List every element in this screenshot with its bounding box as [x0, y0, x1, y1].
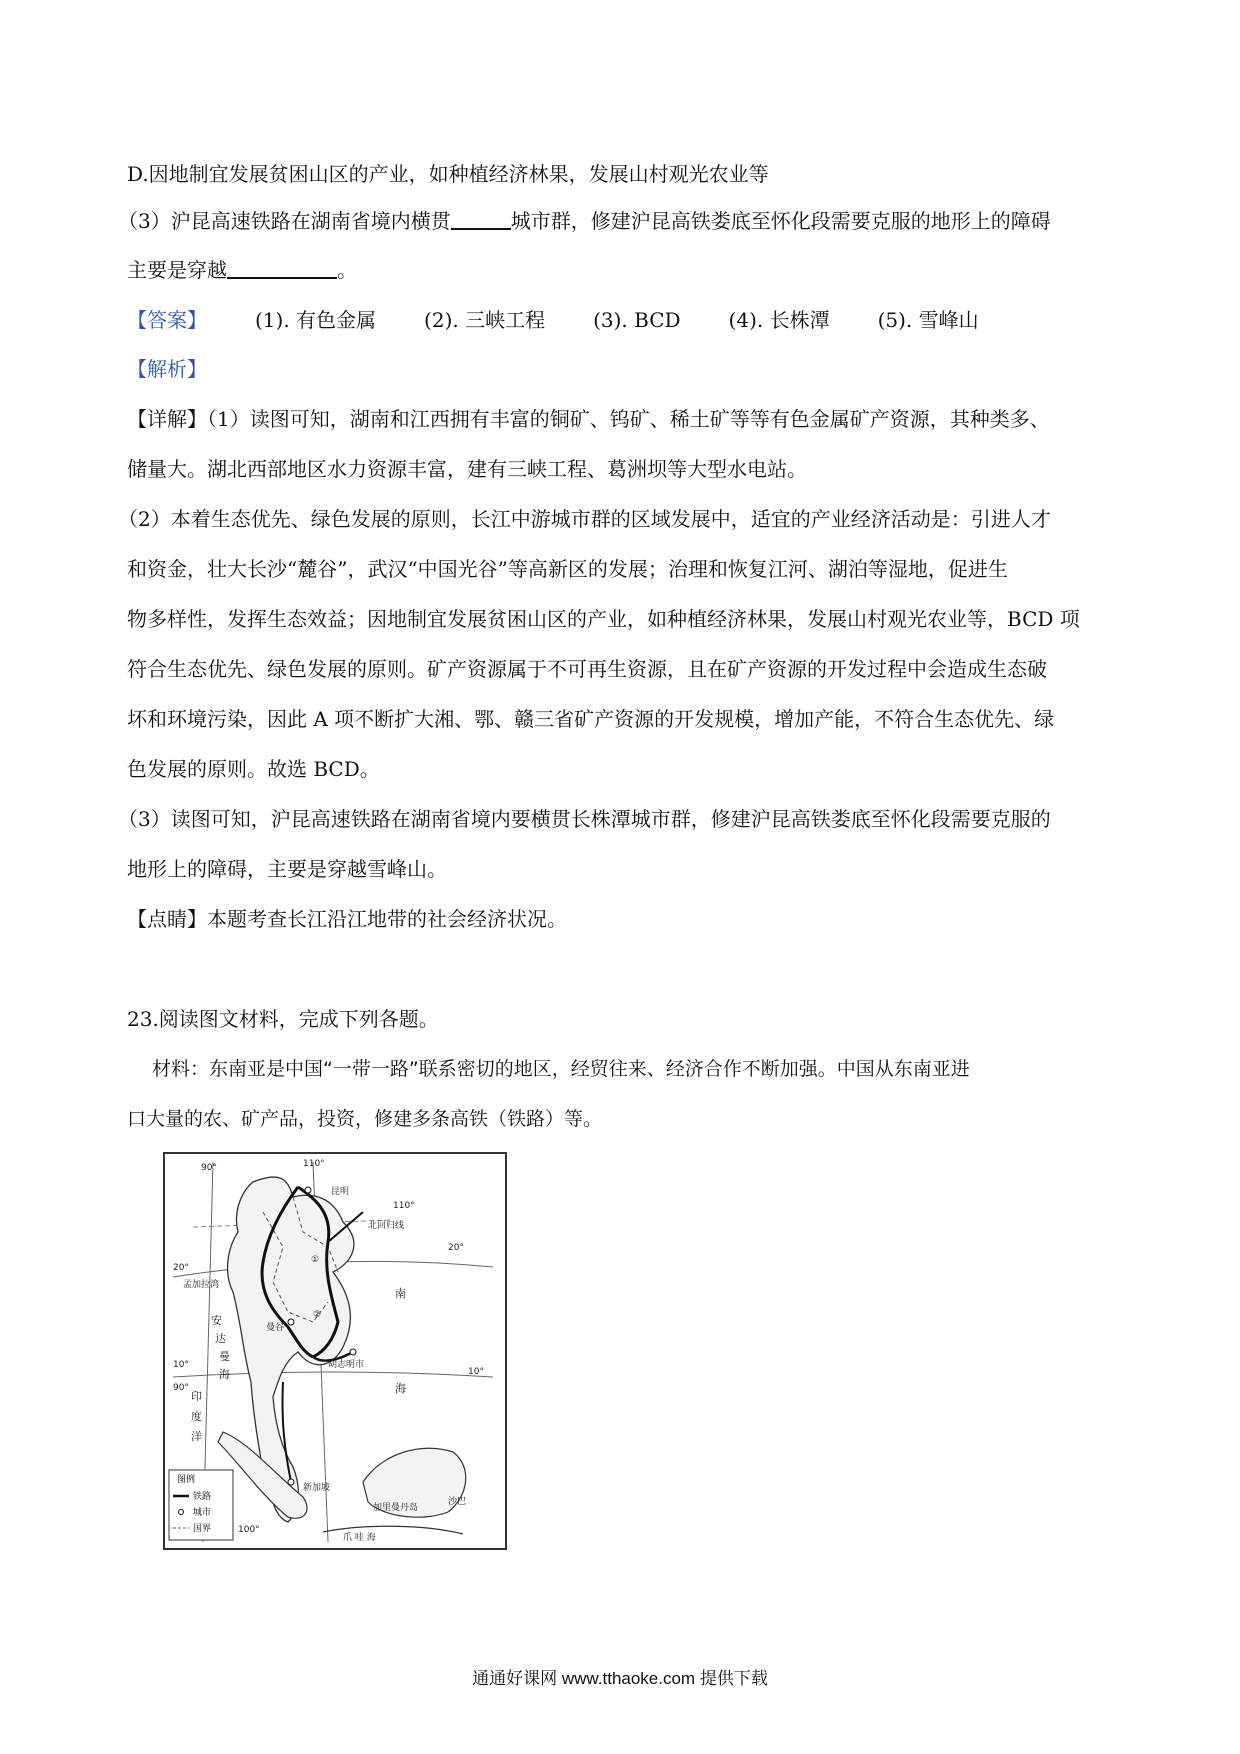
- q3-text-a: （3）沪昆高速铁路在湖南省境内横贯: [118, 209, 451, 233]
- legend-border: 国界: [193, 1524, 212, 1534]
- indian-ocean-label-1: 印: [191, 1390, 202, 1403]
- southeast-asia-map: [163, 1152, 507, 1550]
- answer-3: (3). BCD: [593, 308, 681, 332]
- lon-100-label: 100°: [238, 1525, 260, 1535]
- detail-2-line-2: 和资金，壮大长沙“麓谷”，武汉“中国光谷”等高新区的发展；治理和恢复江河、湖泊等湿地，促进生: [127, 557, 1008, 581]
- detail-2-line-5: 坏和环境污染，因此 A 项不断扩大湘、鄂、赣三省矿产资源的开发规模，增加产能，不符合生态优先、绿: [127, 707, 1055, 731]
- answer-row: [127, 306, 979, 334]
- andaman-label-4: 海: [219, 1368, 230, 1381]
- lat-20-label: 20°: [173, 1263, 189, 1273]
- answer-label: 【答案】: [127, 308, 207, 332]
- tropic-label: 北回归线: [368, 1221, 405, 1231]
- q3-text-d: 。: [337, 258, 357, 282]
- q3-text-b: 城市群，修建沪昆高铁娄底至怀化段需要克服的地形上的障碍: [510, 209, 1051, 233]
- comment-line: 【点睛】本题考查长江沿江地带的社会经济状况。: [127, 907, 567, 931]
- indian-ocean-label-3: 洋: [191, 1430, 202, 1443]
- andaman-label-3: 曼: [219, 1350, 230, 1363]
- legend-railway: 铁路: [193, 1492, 212, 1502]
- bay-bengal-label: 孟加拉湾: [183, 1280, 220, 1290]
- hcmc-label: 胡志明市: [328, 1360, 365, 1370]
- circle-2-label: ②: [313, 1310, 322, 1320]
- kalimantan-label: 加里曼丹岛: [373, 1503, 419, 1513]
- bangkok-label: 曼谷: [266, 1323, 285, 1333]
- map-legend: [169, 1470, 233, 1540]
- kunming-label: 昆明: [331, 1187, 350, 1197]
- singapore-label: 新加坡: [303, 1483, 331, 1493]
- andaman-label-2: 达: [215, 1332, 226, 1345]
- analysis-label: 【解析】: [127, 357, 207, 381]
- detail-1-line-1: 【详解】（1）读图可知，湖南和江西拥有丰富的铜矿、钨矿、稀土矿等等有色金属矿产资源，其种类多、: [127, 407, 1050, 431]
- page-footer: 通通好课网 www.tthaoke.com 提供下载: [472, 1669, 768, 1688]
- detail-2-line-3: 物多样性，发挥生态效益；因地制宜发展贫困山区的产业，如种植经济林果，发展山村观光农业等，BCD 项: [127, 607, 1080, 631]
- question-23-title: 23.阅读图文材料，完成下列各题。: [127, 1007, 439, 1031]
- q3-blank-1: [451, 208, 511, 230]
- detail-3-line-1: （3）读图可知，沪昆高速铁路在湖南省境内要横贯长株潭城市群，修建沪昆高铁娄底至怀化段需要克服的: [118, 807, 1051, 831]
- q3-blank-2: [227, 257, 337, 279]
- lat-10-label: 10°: [173, 1360, 189, 1370]
- java-sea-label: 爪 哇 海: [343, 1533, 376, 1543]
- question-3-line-2: [127, 256, 357, 284]
- legend-title: 图例: [177, 1475, 196, 1485]
- lat-20-right-label: 20°: [448, 1243, 464, 1253]
- lat-10-right-label: 10°: [468, 1367, 484, 1377]
- detail-2-line-6: 色发展的原则。故选 BCD。: [127, 757, 380, 781]
- detail-1-line-2: 储量大。湖北西部地区水力资源丰富，建有三峡工程、葛洲坝等大型水电站。: [127, 457, 807, 481]
- detail-3-line-2: 地形上的障碍，主要是穿越雪峰山。: [127, 857, 447, 881]
- sabah-label: 沙巴: [448, 1497, 467, 1507]
- answer-4: (4). 长株潭: [728, 308, 830, 332]
- south-sea-label-1: 南: [395, 1287, 406, 1300]
- lon-110-label: 110°: [303, 1159, 325, 1169]
- indian-ocean-label-2: 度: [191, 1410, 202, 1423]
- material-line-2: 口大量的农、矿产品，投资，修建多条高铁（铁路）等。: [127, 1108, 603, 1130]
- answer-2: (2). 三峡工程: [424, 308, 546, 332]
- legend-city-symbol: [179, 1510, 184, 1515]
- south-sea-label-2: 海: [395, 1382, 406, 1395]
- andaman-label-1: 安: [211, 1314, 222, 1327]
- detail-2-line-4: 符合生态优先、绿色发展的原则。矿产资源属于不可再生资源，且在矿产资源的开发过程中会造成生态破: [127, 657, 1047, 681]
- lon-90-label: 90°: [201, 1163, 217, 1173]
- option-d: D.因地制宜发展贫困山区的产业，如种植经济林果，发展山村观光农业等: [127, 162, 769, 186]
- legend-city: 城市: [193, 1508, 212, 1518]
- lon-90-lower-label: 90°: [173, 1383, 189, 1393]
- answer-1: (1). 有色金属: [255, 308, 377, 332]
- answer-5: (5). 雪峰山: [877, 308, 979, 332]
- circle-1-label: ①: [311, 1255, 320, 1265]
- lon-110-right-label: 110°: [393, 1201, 415, 1211]
- material-line-1: 材料：东南亚是中国“一带一路”联系密切的地区，经贸往来、经济合作不断加强。中国从东南亚进: [152, 1058, 970, 1080]
- detail-2-line-1: （2）本着生态优先、绿色发展的原则，长江中游城市群的区域发展中，适宜的产业经济活动是：引进人才: [118, 507, 1051, 531]
- q3-text-c: 主要是穿越: [127, 258, 227, 282]
- question-3-line-1: [118, 207, 1051, 235]
